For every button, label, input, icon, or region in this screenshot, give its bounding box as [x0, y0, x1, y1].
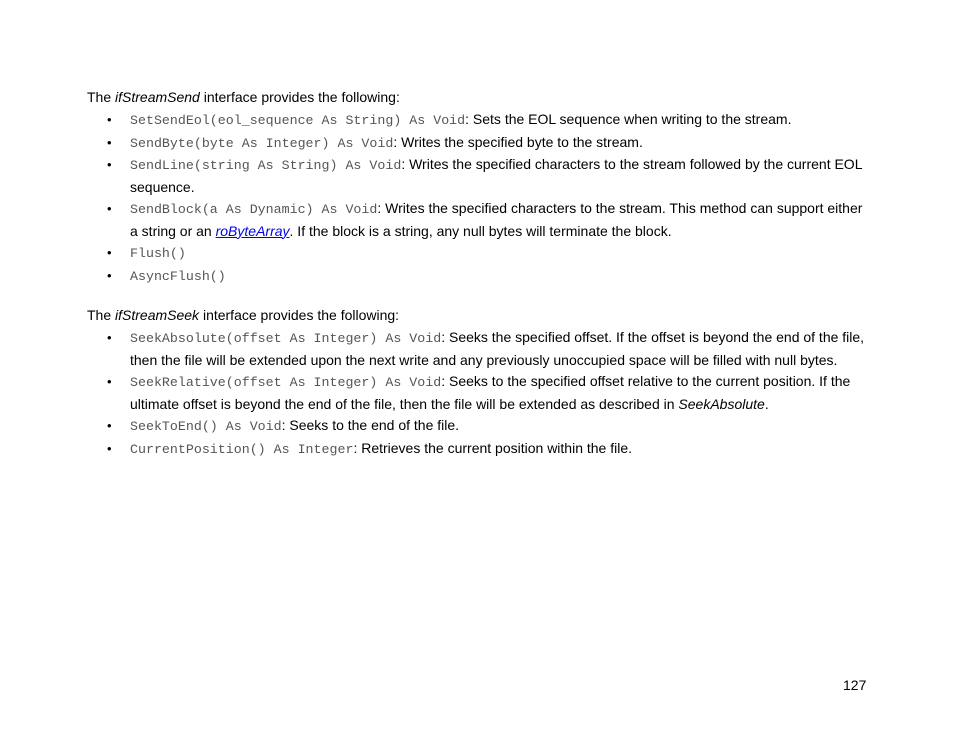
send-intro-suffix: interface provides the following:	[199, 89, 400, 105]
method-description: : Retrieves the current position within the file.	[353, 439, 633, 456]
method-description: : Writes the specified byte to the stream.	[393, 133, 643, 150]
seek-method-list	[87, 327, 872, 460]
method-description: : Seeks to the specified offset relative to the current position. If the ultimate offset is beyond the end of the file, then the file will be extended as described in	[130, 373, 851, 412]
seek-intro-suffix: interface provides the following:	[199, 307, 400, 323]
bullet-icon: •	[107, 245, 112, 260]
send-method-list	[87, 109, 872, 287]
list-item	[87, 438, 872, 461]
method-signature: SendByte(byte As Integer) As Void	[130, 135, 394, 151]
send-intro-prefix: The	[87, 89, 116, 105]
seek-intro	[87, 306, 872, 325]
bullet-icon: •	[107, 440, 112, 456]
method-signature: Flush()	[130, 246, 186, 261]
bullet-icon: •	[107, 267, 112, 283]
method-description: : Sets the EOL sequence when writing to the stream.	[465, 111, 792, 127]
bullet-icon: •	[107, 201, 112, 216]
bullet-icon: •	[107, 134, 112, 150]
list-item	[87, 198, 872, 242]
method-description: : Seeks the specified offset. If the offset is beyond the end of the file, then the file will be extended upon the next write and any previously unoccupied space will be filled with null bytes.	[130, 329, 865, 368]
bullet-icon: •	[107, 418, 112, 433]
list-item	[87, 242, 872, 265]
list-item	[87, 265, 872, 288]
bullet-icon: •	[107, 157, 112, 172]
seekabsolute-reference: SeekAbsolute	[678, 395, 765, 412]
list-item	[87, 371, 872, 415]
method-description-continued: . If the block is a string, any null bytes will terminate the block.	[289, 222, 672, 239]
list-item	[87, 327, 872, 371]
bullet-icon: •	[107, 374, 112, 389]
list-item	[87, 415, 872, 438]
bullet-icon: •	[107, 330, 112, 345]
method-signature: SetSendEol(eol_sequence As String) As Void	[130, 113, 466, 128]
method-description: : Seeks to the end of the file.	[281, 417, 460, 433]
method-description: : Writes the specified characters to the stream followed by the current EOL sequence.	[130, 156, 862, 195]
method-signature: SendLine(string As String) As Void	[130, 158, 402, 173]
robytearray-link[interactable]: roByteArray	[215, 222, 290, 239]
method-signature: AsyncFlush()	[130, 268, 226, 284]
method-signature: SeekAbsolute(offset As Integer) As Void	[130, 331, 442, 346]
page-number: 127	[843, 677, 867, 693]
method-signature: SendBlock(a As Dynamic) As Void	[130, 202, 378, 217]
list-item	[87, 109, 872, 132]
list-item	[87, 154, 872, 198]
send-intro	[87, 88, 872, 107]
document-page	[87, 88, 872, 460]
method-signature: SeekToEnd() As Void	[130, 419, 282, 434]
method-signature: CurrentPosition() As Integer	[130, 441, 354, 457]
method-description-continued: .	[764, 395, 769, 412]
method-description: : Writes the specified characters to the stream. This method can support either a string or an	[130, 200, 863, 239]
method-signature: SeekRelative(offset As Integer) As Void	[130, 375, 442, 390]
bullet-icon: •	[107, 112, 112, 127]
list-item	[87, 132, 872, 155]
send-interface-name: ifStreamSend	[115, 89, 200, 105]
seek-interface-name: ifStreamSeek	[115, 307, 200, 323]
seek-intro-prefix: The	[87, 307, 116, 323]
